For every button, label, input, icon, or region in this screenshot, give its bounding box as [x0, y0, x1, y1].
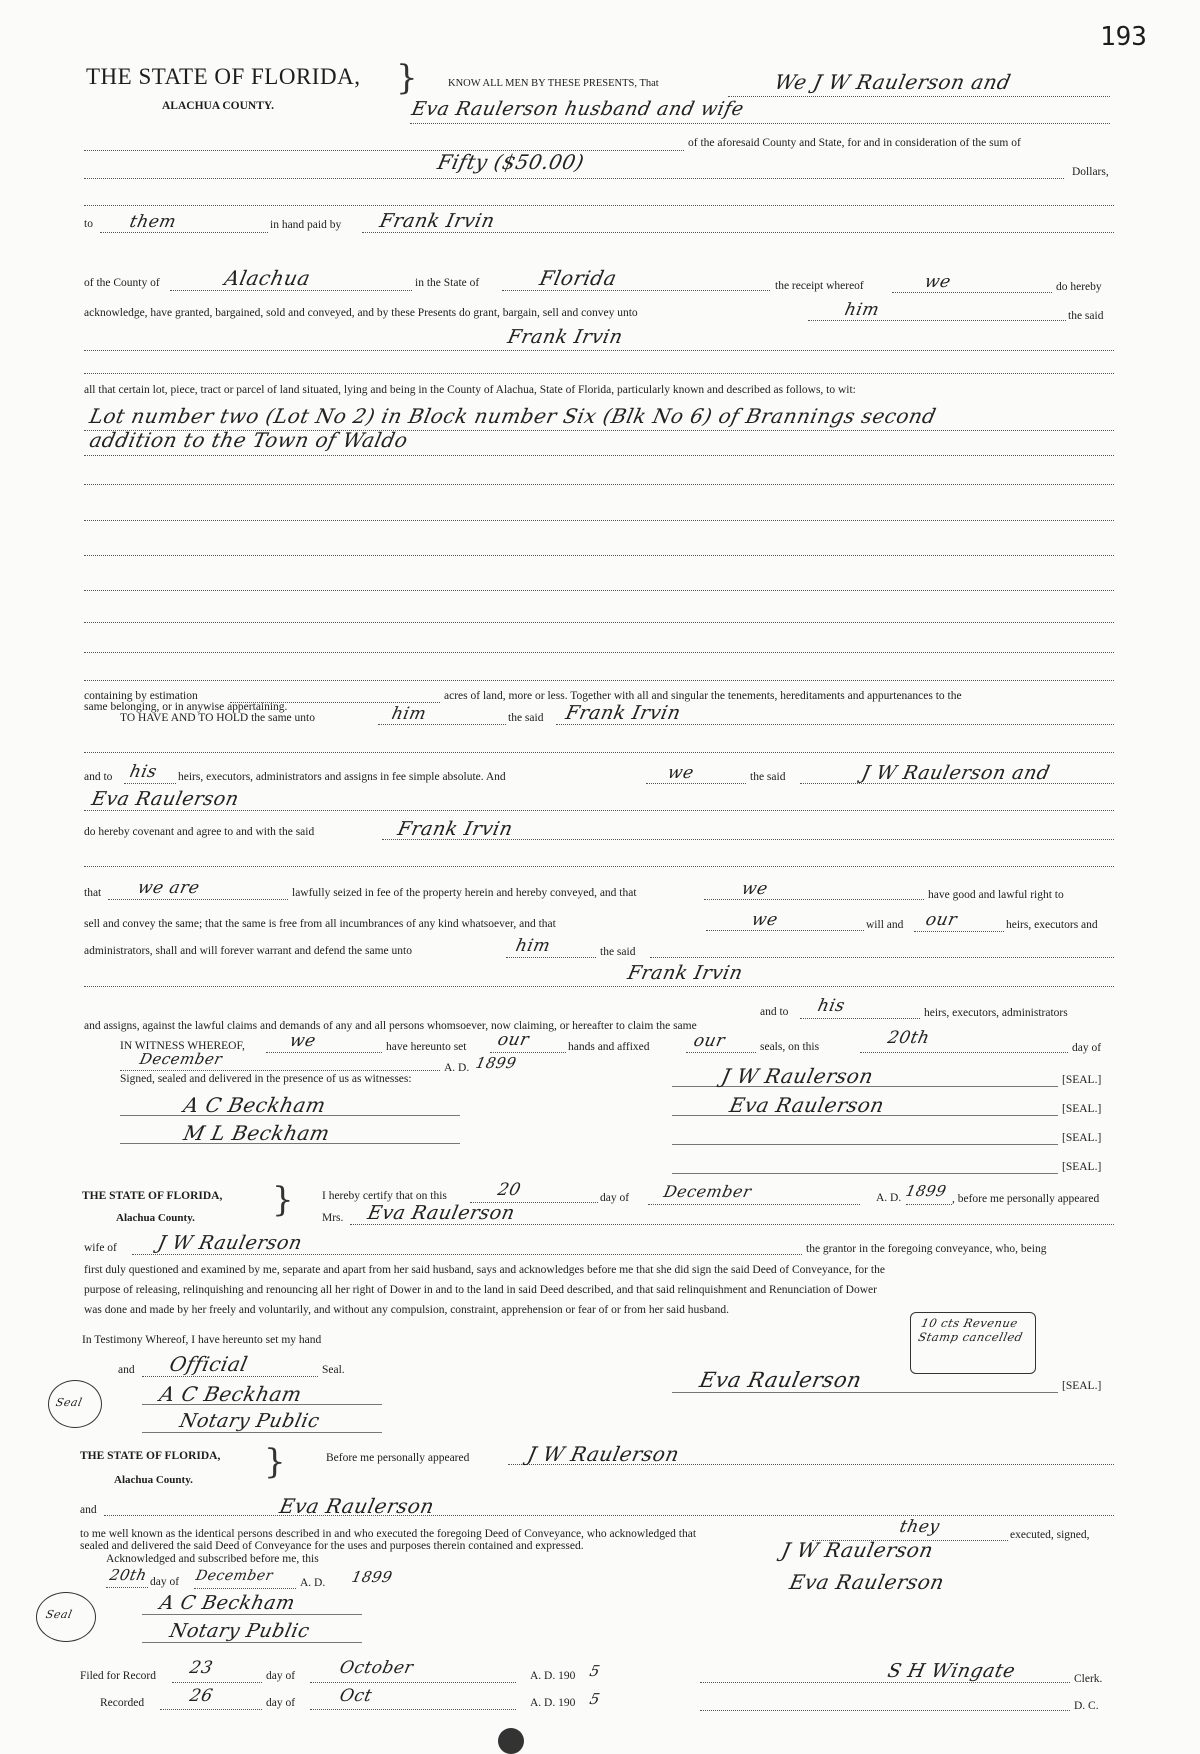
fill-line	[84, 350, 1114, 351]
subscribed-text: Acknowledged and subscribed before me, this	[106, 1553, 319, 1565]
ack-notary-title: Notary Public	[167, 1620, 312, 1642]
our-value-2: our	[495, 1030, 531, 1050]
grantee-name-5: Frank Irvin	[625, 962, 745, 984]
dower-county: Alachua County.	[116, 1212, 195, 1224]
fill-line	[914, 931, 1004, 932]
punch-hole	[498, 1728, 524, 1754]
before-text: Before me personally appeared	[326, 1452, 470, 1464]
fill-line	[266, 1052, 382, 1053]
seals-text: seals, on this	[760, 1041, 820, 1053]
state-heading: THE STATE OF FLORIDA,	[86, 64, 361, 89]
seal-label-3: [SEAL.]	[1062, 1132, 1102, 1144]
seal-label-4: [SEAL.]	[1062, 1161, 1102, 1173]
certify-text: I hereby certify that on this	[322, 1190, 447, 1202]
witness-text: IN WITNESS WHEREOF,	[120, 1040, 245, 1052]
dower-body-2: purpose of releasing, relinquishing and renouncing all her right of Dower in and to the land in said Deed described, and that said relinquishment and Renunciation of Dower	[84, 1284, 877, 1296]
in-state-label: in the State of	[415, 277, 480, 289]
witness-day: 20th	[885, 1028, 932, 1048]
of-county-label: of the County of	[84, 277, 160, 289]
will-and-text: will and	[866, 919, 904, 931]
dower-state: THE STATE OF FLORIDA,	[82, 1190, 223, 1202]
fill-line	[84, 866, 1114, 867]
official-value: Official	[167, 1352, 251, 1376]
we-value-2: we	[665, 763, 696, 783]
fill-line	[84, 484, 1114, 485]
we-value-3: we	[739, 879, 770, 899]
fill-line	[506, 957, 596, 958]
ack-name-1: J W Raulerson	[525, 1442, 682, 1466]
description-line2: addition to the Town of Waldo	[87, 428, 411, 452]
grantee-name-4: Frank Irvin	[395, 818, 515, 840]
signed-text: Signed, sealed and delivered in the presence of us as witnesses:	[120, 1073, 412, 1085]
filed-ad: A. D. 190	[530, 1670, 576, 1682]
fill-line	[906, 1204, 952, 1205]
the-said-label-2: the said	[508, 712, 544, 724]
fill-line	[84, 622, 1114, 623]
ack-body-1: to me well known as the identical persons described in and who executed the foregoing Deed of Conveyance, who acknowledged that	[80, 1528, 697, 1540]
fill-line	[378, 724, 506, 725]
fill-line	[100, 232, 268, 233]
do-hereby-label: do hereby	[1056, 281, 1102, 293]
filed-year: 5	[588, 1662, 602, 1680]
covenant-text: do hereby covenant and agree to and with the said	[84, 826, 315, 838]
filed-month: October	[337, 1658, 416, 1678]
fill-line	[686, 1052, 756, 1053]
fill-line	[84, 455, 1114, 456]
fill-line	[160, 1709, 262, 1710]
right-text: have good and lawful right to	[928, 889, 1064, 901]
that-label: that	[84, 887, 102, 899]
brace-icon: }	[396, 58, 418, 98]
know-all-men: KNOW ALL MEN BY THESE PRESENTS, That	[448, 78, 659, 89]
fill-line	[84, 205, 1114, 206]
signature-line	[672, 1392, 1058, 1393]
fill-line	[84, 555, 1114, 556]
fill-line	[84, 680, 1114, 681]
same-belonging-text: same belonging, or in anywise appertaining.	[84, 701, 288, 713]
fill-line	[648, 1204, 860, 1205]
description-line1: Lot number two (Lot No 2) in Block number Six (Blk No 6) of Brannings second	[87, 404, 939, 428]
dower-mrs-name: Eva Raulerson	[365, 1202, 517, 1224]
dower-month: December	[661, 1182, 754, 1201]
ack-month: December	[194, 1568, 275, 1584]
fill-line	[800, 1018, 920, 1019]
filed-label: Filed for Record	[80, 1670, 157, 1682]
him-value-2: him	[389, 704, 429, 724]
recorded-month: Oct	[337, 1686, 374, 1706]
notary-line	[142, 1642, 362, 1643]
witness-year: 1899	[474, 1054, 519, 1072]
signature-line	[672, 1144, 1058, 1145]
recorded-year: 5	[588, 1690, 602, 1708]
ack-body-2: sealed and delivered the said Deed of Conveyance for the uses and purposes therein contained and expressed.	[80, 1540, 584, 1552]
fill-line	[104, 1515, 1114, 1516]
fill-line	[170, 290, 412, 291]
his-value: his	[127, 762, 159, 782]
seal-stamp-text-2: Seal	[44, 1608, 74, 1621]
ack-signature-1: J W Raulerson	[779, 1538, 936, 1562]
fill-line	[106, 1587, 148, 1588]
witness-signature-2: M L Beckham	[181, 1121, 333, 1145]
consideration-amount: Fifty ($50.00)	[435, 150, 587, 174]
seal-word: Seal.	[322, 1364, 345, 1376]
dollars-label: Dollars,	[1072, 166, 1109, 178]
grantee-name-2: Frank Irvin	[505, 326, 625, 348]
ack-signature-2: Eva Raulerson	[787, 1570, 947, 1594]
our-value: our	[923, 910, 959, 930]
executed-text: executed, signed,	[1010, 1529, 1090, 1541]
dc-label: D. C.	[1074, 1700, 1099, 1712]
dower-signature: Eva Raulerson	[697, 1368, 864, 1392]
containing-text: containing by estimation	[84, 690, 198, 702]
fill-line	[808, 320, 1066, 321]
we-are-value: we are	[135, 878, 202, 898]
fill-line	[310, 1709, 516, 1710]
and-to-label: and to	[84, 771, 113, 783]
fill-line	[310, 1682, 516, 1683]
his-value-2: his	[815, 996, 847, 1016]
fill-line	[132, 1254, 802, 1255]
we-value: we	[922, 272, 953, 292]
fill-line	[646, 783, 746, 784]
clerk-label: Clerk.	[1074, 1673, 1103, 1685]
brace-icon: }	[272, 1180, 294, 1220]
in-hand-label: in hand paid by	[270, 219, 342, 231]
fill-line	[84, 810, 1114, 811]
have-set-text: have hereunto set	[386, 1041, 467, 1053]
testimony-text: In Testimony Whereof, I have hereunto set my hand	[82, 1334, 322, 1346]
fill-line	[700, 1710, 1070, 1711]
to-label: to	[84, 218, 93, 230]
acknowledge-text: acknowledge, have granted, bargained, sold and conveyed, and by these Presents do grant, bargain, sell and convey unto	[84, 307, 638, 319]
fill-line	[556, 724, 1114, 725]
our-value-3: our	[691, 1031, 727, 1051]
dower-husband: J W Raulerson	[155, 1232, 305, 1254]
fill-line	[502, 290, 770, 291]
to-value: them	[127, 212, 179, 232]
fill-line	[142, 1376, 318, 1377]
receipt-label: the receipt whereof	[775, 280, 864, 292]
consideration-text: of the aforesaid County and State, for and in consideration of the sum of	[688, 137, 1021, 149]
dower-notary: A C Beckham	[157, 1382, 305, 1406]
fill-line	[362, 232, 1114, 233]
fill-line	[350, 1224, 1114, 1225]
ack-year: 1899	[350, 1568, 395, 1586]
grantee-name: Frank Irvin	[377, 210, 497, 232]
county-heading: ALACHUA COUNTY.	[162, 100, 275, 112]
day-of-label-2: day of	[600, 1192, 630, 1204]
the-said-label: the said	[1068, 310, 1104, 322]
day-of-label-4: day of	[266, 1670, 296, 1682]
wife-of-label: wife of	[84, 1242, 117, 1254]
dower-body-1: first duly questioned and examined by me, separate and apart from her said husband, says and acknowledges before me that she did sign the said Deed of Conveyance, for the	[84, 1264, 885, 1276]
dower-body-3: was done and made by her freely and voluntarily, and without any compulsion, constraint, apprehension or fear of or from her said husband.	[84, 1304, 729, 1316]
county-value: Alachua	[222, 266, 313, 290]
fill-line	[84, 652, 1114, 653]
ad-label-3: A. D.	[300, 1577, 326, 1589]
day-of-label-3: day of	[150, 1576, 180, 1588]
him-value-3: him	[513, 936, 553, 956]
fill-line	[490, 1052, 566, 1053]
fill-line	[650, 957, 1114, 958]
brace-icon: }	[264, 1442, 286, 1482]
we-value-4: we	[749, 910, 780, 930]
fill-line	[84, 373, 1114, 374]
grantors-line1: We J W Raulerson and	[772, 70, 1014, 94]
dower-year: 1899	[904, 1182, 949, 1200]
seal-stamp-text: Seal	[54, 1396, 84, 1409]
seal-label-2: [SEAL.]	[1062, 1103, 1102, 1115]
grantors-line2: Eva Raulerson husband and wife	[409, 98, 747, 120]
ack-state: THE STATE OF FLORIDA,	[80, 1450, 221, 1462]
and-label-2: and	[80, 1504, 97, 1516]
seal-label-5: [SEAL.]	[1062, 1380, 1102, 1392]
grantor-name-2: Eva Raulerson	[89, 788, 241, 810]
fill-line	[410, 123, 1110, 124]
fill-line	[84, 520, 1114, 521]
seized-text: lawfully seized in fee of the property herein and hereby conveyed, and that	[292, 887, 637, 899]
and-to-label-2: and to	[760, 1006, 789, 1018]
signature-line	[672, 1173, 1058, 1174]
clerk-signature: S H Wingate	[885, 1660, 1018, 1682]
revenue-stamp-text: 10 cts Revenue Stamp cancelled	[917, 1316, 1025, 1344]
witness-signature-1: A C Beckham	[181, 1093, 329, 1117]
admin-text: administrators, shall and will forever warrant and defend the same unto	[84, 945, 412, 957]
ack-day: 20th	[108, 1566, 149, 1584]
heirs-text-2: heirs, executors, administrators	[924, 1007, 1068, 1019]
state-value: Florida	[537, 266, 620, 290]
and-label: and	[118, 1364, 135, 1376]
fill-line	[860, 1052, 1068, 1053]
witness-month: December	[138, 1050, 224, 1068]
notary-line	[142, 1432, 382, 1433]
notary-line	[142, 1614, 362, 1615]
ack-county: Alachua County.	[114, 1474, 193, 1486]
hands-text: hands and affixed	[568, 1041, 650, 1053]
fill-line	[108, 899, 288, 900]
fill-line	[172, 1682, 262, 1683]
day-of-label-5: day of	[266, 1697, 296, 1709]
fill-line	[706, 930, 864, 931]
acres-text: acres of land, more or less. Together with all and singular the tenements, hereditaments and appurtenances to the	[444, 690, 962, 702]
habendum-text: TO HAVE AND TO HOLD the same unto	[120, 712, 315, 724]
grantor-name: J W Raulerson and	[859, 762, 1052, 784]
mrs-label: Mrs.	[322, 1212, 344, 1224]
signature-1: J W Raulerson	[719, 1064, 876, 1088]
him-value: him	[842, 300, 882, 320]
ack-notary: A C Beckham	[157, 1592, 298, 1614]
fill-line	[84, 986, 1114, 987]
ad-label: A. D.	[444, 1062, 470, 1074]
grantee-name-3: Frank Irvin	[563, 702, 683, 724]
ack-name-2: Eva Raulerson	[277, 1494, 437, 1518]
description-intro: all that certain lot, piece, tract or parcel of land situated, lying and being in the County of Alachua, State of Florida, particularly known and described as follows, to wit:	[84, 384, 856, 396]
ad-label-2: A. D.	[876, 1192, 902, 1204]
fill-line	[700, 1682, 1070, 1683]
they-value: they	[897, 1517, 942, 1537]
fill-line	[84, 590, 1114, 591]
page-number: 193	[1100, 22, 1147, 52]
grantor-text: the grantor in the foregoing conveyance, who, being	[806, 1243, 1047, 1255]
seal-label-1: [SEAL.]	[1062, 1074, 1102, 1086]
the-said-label-4: the said	[600, 946, 636, 958]
assigns-text: and assigns, against the lawful claims and demands of any and all persons whomsoever, now claiming, or hereafter to claim the same	[84, 1020, 697, 1032]
fill-line	[84, 150, 684, 151]
fill-line	[124, 783, 176, 784]
fill-line	[892, 292, 1052, 293]
fill-line	[84, 752, 1114, 753]
dower-day: 20	[495, 1180, 523, 1200]
the-said-label-3: the said	[750, 771, 786, 783]
dower-notary-title: Notary Public	[177, 1410, 322, 1432]
fill-line	[704, 899, 924, 900]
recorded-ad: A. D. 190	[530, 1697, 576, 1709]
we-value-5: we	[287, 1031, 318, 1051]
fill-line	[120, 1070, 440, 1071]
sell-text: sell and convey the same; that the same is free from all incumbrances of any kind whatsoever, and that	[84, 918, 556, 930]
fill-line	[84, 178, 1064, 179]
fill-line	[194, 1588, 296, 1589]
signature-2: Eva Raulerson	[727, 1093, 887, 1117]
heirs-text: heirs, executors, administrators and assigns in fee simple absolute. And	[178, 771, 506, 783]
fill-line	[728, 96, 1110, 97]
heirs-executors-text: heirs, executors and	[1006, 919, 1098, 931]
recorded-day: 26	[187, 1686, 215, 1706]
appeared-text: , before me personally appeared	[952, 1193, 1100, 1205]
filed-day: 23	[187, 1658, 215, 1678]
day-of-label: day of	[1072, 1042, 1102, 1054]
recorded-label: Recorded	[100, 1697, 145, 1709]
